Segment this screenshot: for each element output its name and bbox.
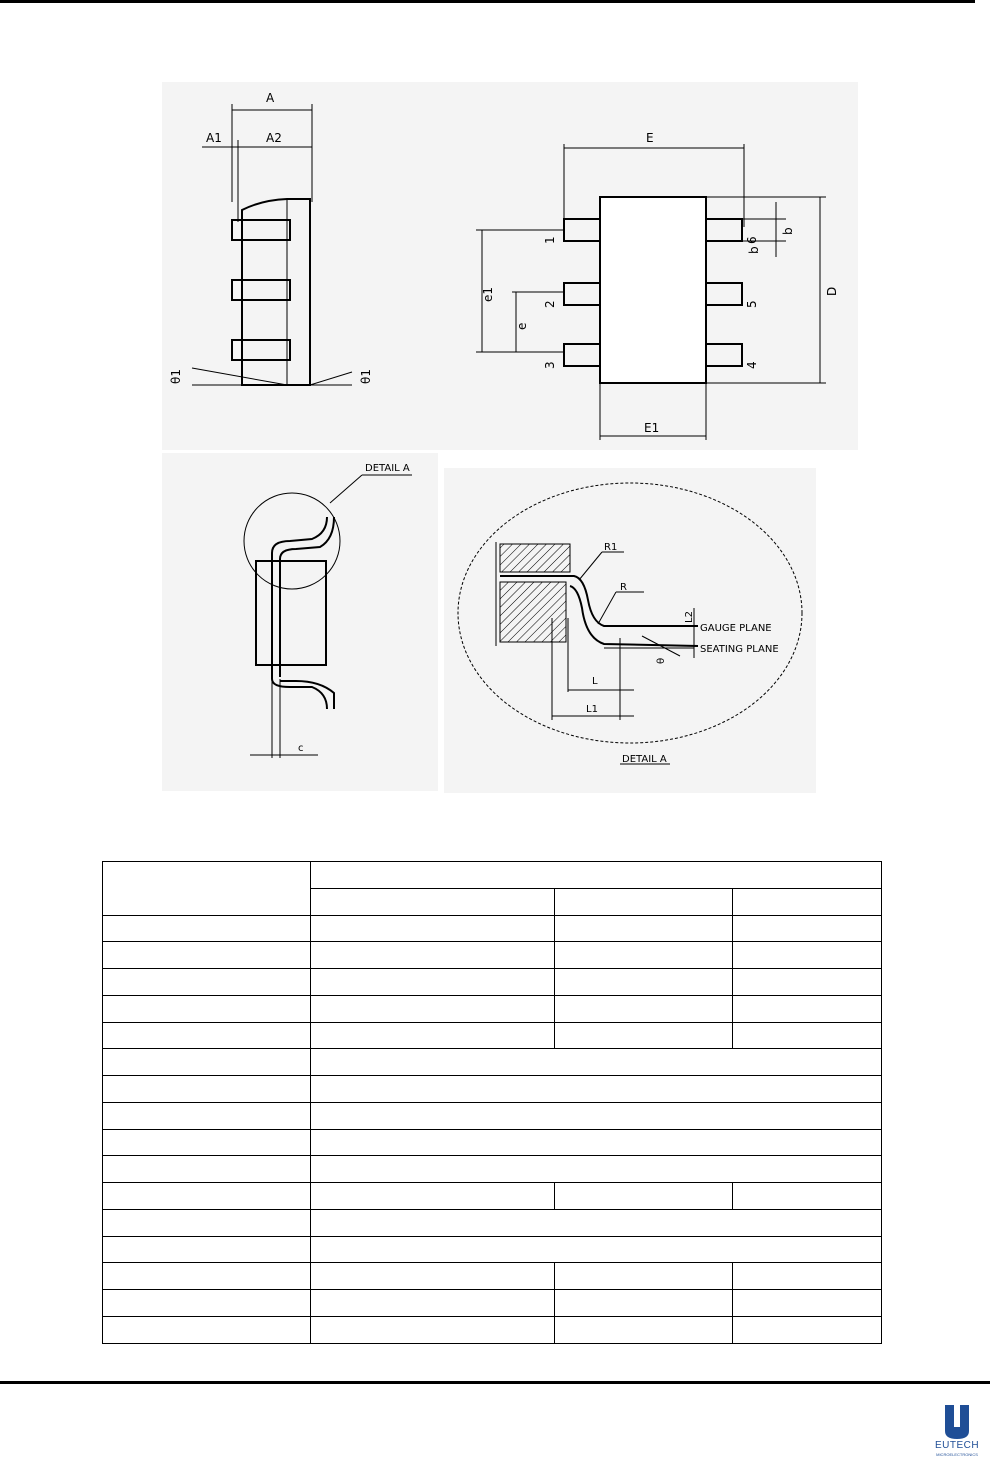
pin-4: 4 bbox=[745, 361, 759, 369]
table-cell bbox=[733, 1022, 882, 1049]
gauge-plane: GAUGE PLANE bbox=[700, 623, 772, 634]
table-cell bbox=[103, 1263, 311, 1290]
label-e1: e1 bbox=[481, 286, 495, 302]
brand-sub: MICROELECTRONICS bbox=[936, 1452, 978, 1457]
table-cell bbox=[311, 1156, 882, 1183]
label-e: e bbox=[515, 322, 529, 330]
pin-2: 2 bbox=[543, 300, 557, 308]
table-row bbox=[103, 942, 882, 969]
table-cell bbox=[103, 1290, 311, 1317]
table-row bbox=[103, 969, 882, 996]
label-L1: L1 bbox=[586, 704, 598, 715]
table-cell bbox=[311, 1102, 882, 1129]
table-cell bbox=[733, 915, 882, 942]
table-cell bbox=[103, 942, 311, 969]
table-cell bbox=[733, 1290, 882, 1317]
table-cell bbox=[733, 888, 882, 915]
table-cell bbox=[733, 1263, 882, 1290]
detail-a-callout: DETAIL A bbox=[365, 463, 410, 474]
table-cell bbox=[311, 1183, 555, 1210]
detail-a-drawing bbox=[444, 468, 816, 793]
label-A1: A1 bbox=[206, 131, 222, 145]
label-theta: θ bbox=[656, 657, 667, 664]
table-cell bbox=[733, 995, 882, 1022]
table-cell bbox=[311, 995, 555, 1022]
side-view-drawing bbox=[162, 453, 438, 791]
table-cell bbox=[555, 969, 733, 996]
pin-5: 5 bbox=[745, 300, 759, 308]
profile-view bbox=[169, 91, 373, 385]
label-A2: A2 bbox=[266, 131, 282, 145]
table-row bbox=[103, 1209, 882, 1236]
table-cell bbox=[311, 1076, 882, 1103]
table-cell bbox=[555, 888, 733, 915]
table-cell bbox=[311, 888, 555, 915]
label-b: b bbox=[781, 227, 795, 235]
table-cell bbox=[555, 1317, 733, 1344]
table-cell bbox=[103, 1022, 311, 1049]
table-cell bbox=[555, 1263, 733, 1290]
table-cell bbox=[733, 969, 882, 996]
pin-6: 6 bbox=[745, 236, 759, 244]
table-cell bbox=[555, 1022, 733, 1049]
table-row bbox=[103, 1156, 882, 1183]
label-L: L bbox=[592, 676, 598, 687]
label-theta1-left: θ1 bbox=[169, 369, 183, 384]
table-cell bbox=[733, 942, 882, 969]
table-row bbox=[103, 862, 882, 889]
label-c: c bbox=[298, 743, 304, 754]
label-theta1-right: θ1 bbox=[359, 369, 373, 384]
table-row bbox=[103, 1290, 882, 1317]
table-cell bbox=[103, 1076, 311, 1103]
table-cell bbox=[103, 1049, 311, 1076]
label-E: E bbox=[646, 131, 654, 145]
top-rule bbox=[0, 0, 975, 3]
table-cell bbox=[555, 1290, 733, 1317]
table-cell bbox=[555, 915, 733, 942]
label-D: D bbox=[825, 286, 839, 296]
table-row bbox=[103, 1317, 882, 1344]
table-row bbox=[103, 1076, 882, 1103]
table-row bbox=[103, 1022, 882, 1049]
table-cell bbox=[103, 1317, 311, 1344]
bottom-rule bbox=[0, 1381, 990, 1384]
table-cell bbox=[103, 862, 311, 916]
table-row bbox=[103, 995, 882, 1022]
table-cell bbox=[311, 942, 555, 969]
table-cell bbox=[555, 1183, 733, 1210]
detail-a-title: DETAIL A bbox=[622, 754, 667, 765]
table-cell bbox=[103, 1102, 311, 1129]
label-b-lower: b bbox=[747, 246, 761, 254]
table-cell bbox=[103, 1129, 311, 1156]
top-view bbox=[476, 131, 839, 440]
table-cell bbox=[555, 942, 733, 969]
table-row bbox=[103, 1102, 882, 1129]
label-R1: R1 bbox=[604, 542, 618, 553]
label-R: R bbox=[620, 582, 627, 593]
label-L2: L2 bbox=[684, 611, 695, 623]
table-row bbox=[103, 1183, 882, 1210]
table-cell bbox=[311, 969, 555, 996]
table-cell bbox=[733, 1183, 882, 1210]
table-cell bbox=[103, 1183, 311, 1210]
table-cell bbox=[103, 995, 311, 1022]
table-cell bbox=[311, 1022, 555, 1049]
table-cell bbox=[311, 1236, 882, 1263]
pin-1: 1 bbox=[543, 236, 557, 244]
table-row bbox=[103, 1236, 882, 1263]
table-row bbox=[103, 915, 882, 942]
table-cell bbox=[103, 969, 311, 996]
table-cell bbox=[311, 1290, 555, 1317]
dimensions-table bbox=[102, 861, 882, 1344]
table-cell bbox=[311, 1129, 882, 1156]
table-cell bbox=[311, 1263, 555, 1290]
pin-3: 3 bbox=[543, 361, 557, 369]
table-cell bbox=[311, 862, 882, 889]
table-row bbox=[103, 1263, 882, 1290]
table-row bbox=[103, 1049, 882, 1076]
table-cell bbox=[311, 1317, 555, 1344]
table-row bbox=[103, 1129, 882, 1156]
label-A: A bbox=[266, 91, 275, 105]
table-cell bbox=[103, 1209, 311, 1236]
table-cell bbox=[103, 915, 311, 942]
table-cell bbox=[311, 1209, 882, 1236]
seating-plane: SEATING PLANE bbox=[700, 644, 779, 655]
table-cell bbox=[555, 995, 733, 1022]
brand-name: EUTECH bbox=[934, 1440, 980, 1451]
table-cell bbox=[733, 1317, 882, 1344]
table-cell bbox=[311, 915, 555, 942]
table-cell bbox=[103, 1156, 311, 1183]
label-E1: E1 bbox=[644, 421, 660, 435]
package-outline-drawing bbox=[162, 82, 858, 450]
table-cell bbox=[103, 1236, 311, 1263]
table-cell bbox=[311, 1049, 882, 1076]
